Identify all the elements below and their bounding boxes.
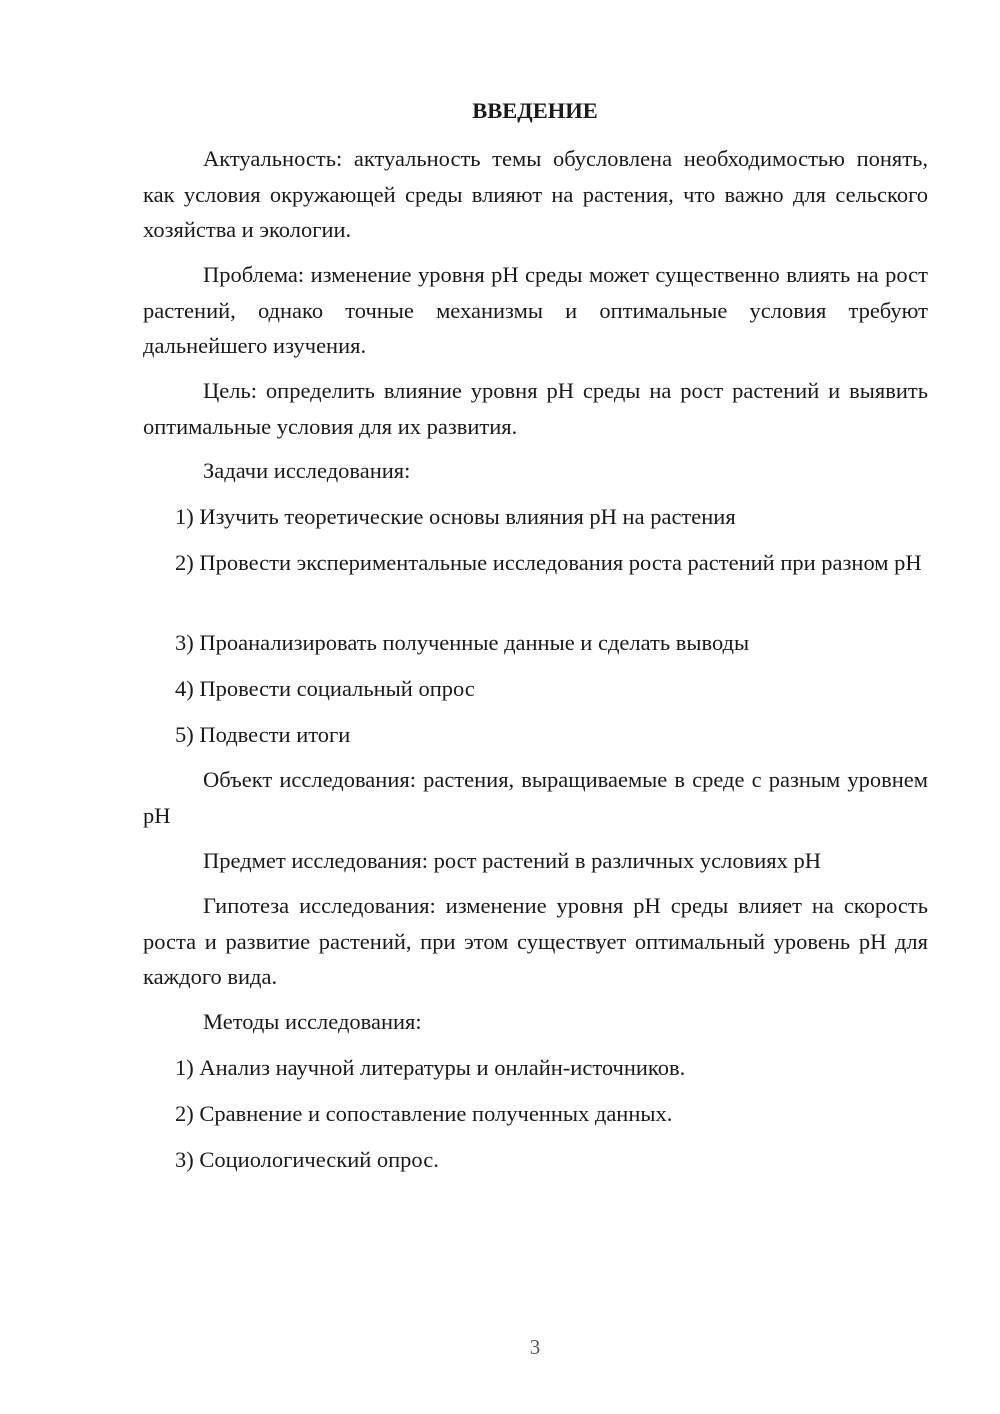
- list-item: 2) Сравнение и сопоставление полученных данных.: [175, 1101, 673, 1126]
- paragraph-methods-heading: Методы исследования:: [203, 1009, 422, 1034]
- paragraph-subject: Предмет исследования: рост растений в различных условиях pH: [203, 848, 821, 873]
- list-item: 4) Провести социальный опрос: [175, 676, 475, 701]
- paragraph-object: Объект исследования: растения, выращиваемые в среде с разным уровнем pH: [143, 767, 928, 828]
- list-item: 5) Подвести итоги: [175, 722, 351, 747]
- list-item: 3) Социологический опрос.: [175, 1147, 439, 1172]
- section-title: ВВЕДЕНИЕ: [472, 98, 598, 123]
- paragraph-relevance: Актуальность: актуальность темы обусловлена необходимостью понять, как условия окружающей среды влияют на растения, что важно для сельского хозяйства и экологии.: [143, 146, 928, 242]
- list-item: 1) Анализ научной литературы и онлайн-источников.: [175, 1055, 686, 1080]
- list-item: 3) Проанализировать полученные данные и сделать выводы: [175, 630, 750, 655]
- list-item: 2) Провести экспериментальные исследования роста растений при разном pH: [175, 550, 922, 575]
- page-number: 3: [529, 1335, 541, 1359]
- paragraph-hypothesis: Гипотеза исследования: изменение уровня pH среды влияет на скорость роста и развитие растений, при этом существует оптимальный уровень pH для каждого вида.: [143, 893, 928, 989]
- paragraph-goal: Цель: определить влияние уровня pH среды на рост растений и выявить оптимальные условия для их развития.: [143, 378, 928, 439]
- paragraph-tasks-heading: Задачи исследования:: [203, 458, 411, 483]
- list-item: 1) Изучить теоретические основы влияния pH на растения: [175, 504, 736, 529]
- paragraph-problem: Проблема: изменение уровня pH среды может существенно влиять на рост растений, однако точные механизмы и оптимальные условия требуют дальнейшего изучения.: [143, 262, 928, 358]
